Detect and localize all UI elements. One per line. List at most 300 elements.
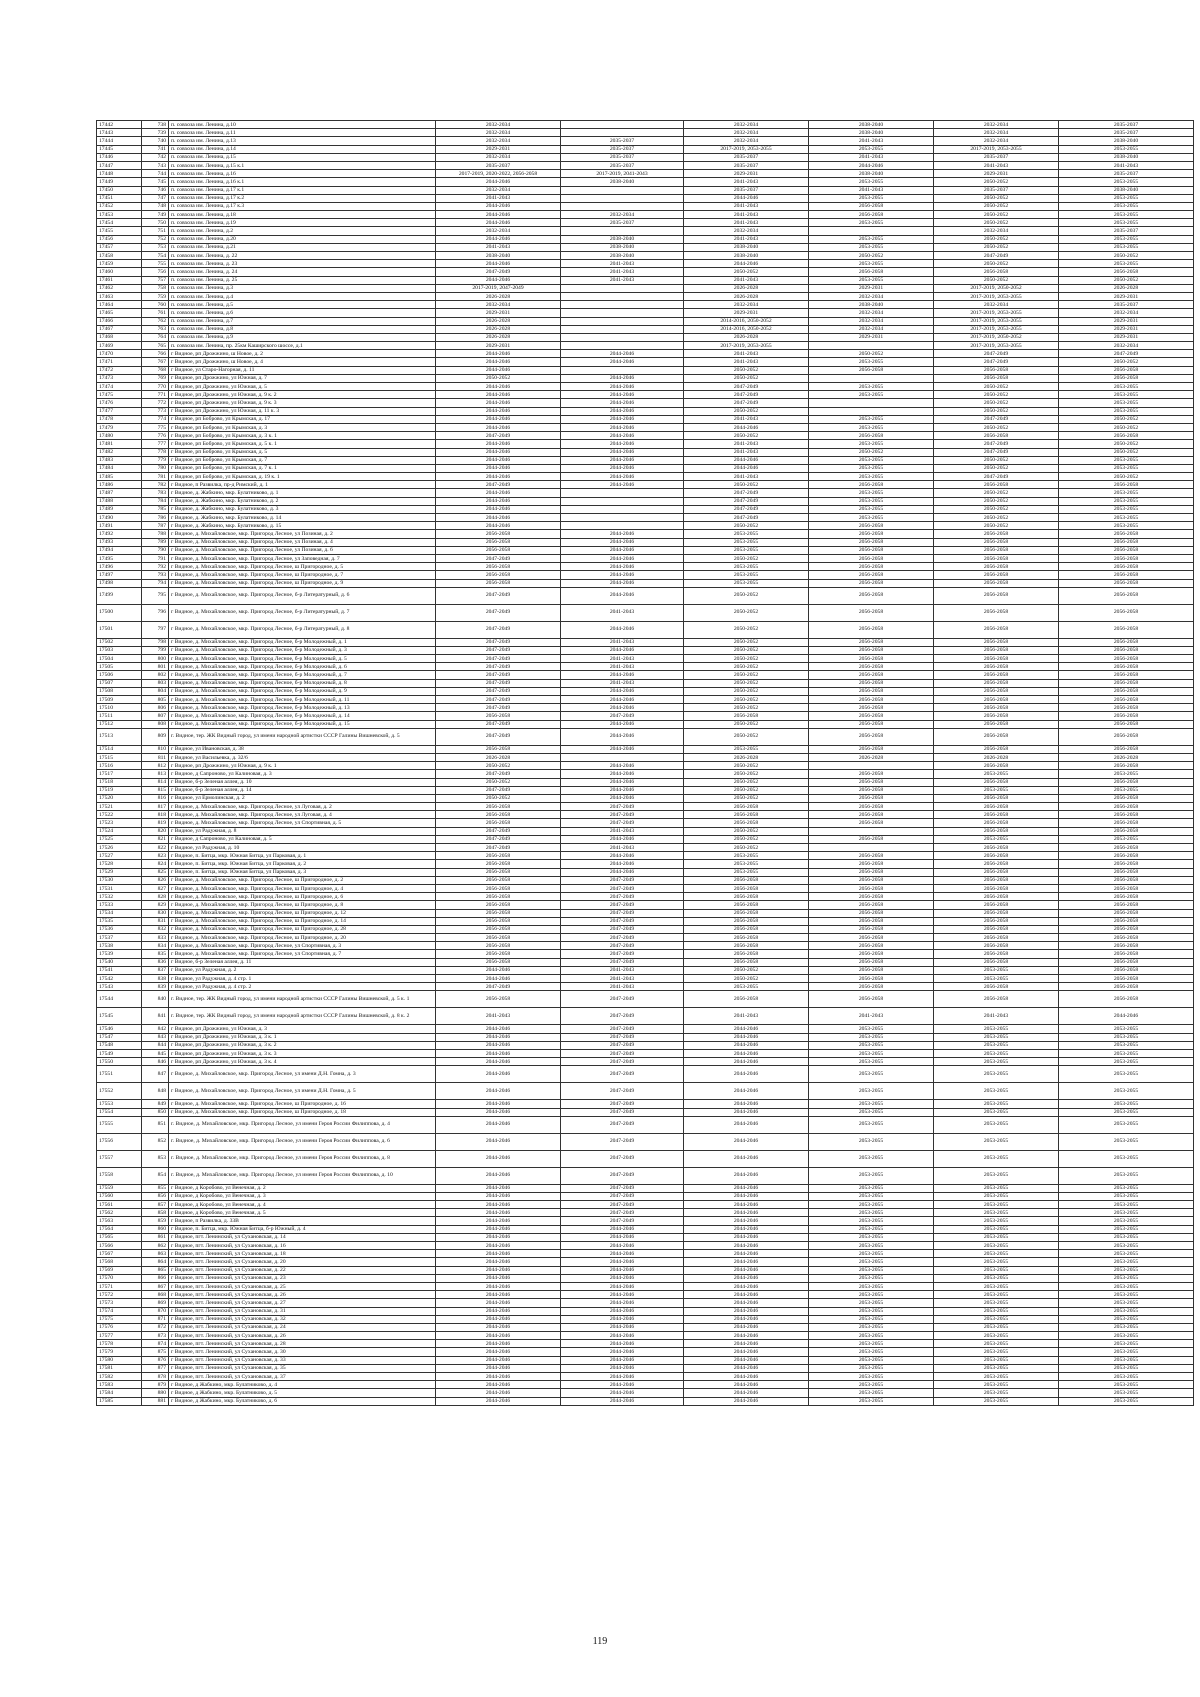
period-cell-5: 2035-2037 — [934, 153, 1059, 161]
row-number-cell: 779 — [142, 456, 169, 464]
table-row — [97, 917, 1194, 925]
period-cell-1: 2044-2046 — [436, 1381, 561, 1389]
row-id-cell: 17451 — [97, 194, 142, 202]
row-id-cell: 17489 — [97, 505, 142, 513]
period-cell-2: 2041-2043 — [561, 983, 684, 991]
row-id-cell: 17546 — [97, 1025, 142, 1033]
table-row — [97, 530, 1194, 538]
period-cell-3: 2050-2052 — [684, 638, 809, 646]
period-cell-5: 2050-2052 — [934, 211, 1059, 219]
table-row — [97, 1201, 1194, 1209]
row-number-cell: 868 — [142, 1291, 169, 1299]
period-cell-2: 2044-2046 — [561, 1364, 684, 1372]
period-cell-1: 2032-2034 — [436, 129, 561, 137]
table-row — [97, 366, 1194, 374]
period-cell-1: 2017-2019, 2047-2049 — [436, 284, 561, 292]
period-cell-1: 2044-2046 — [436, 1323, 561, 1331]
period-cell-3: 2050-2052 — [684, 663, 809, 671]
period-cell-1: 2029-2031 — [436, 145, 561, 153]
period-cell-4: 2056-2058 — [809, 579, 934, 587]
address-cell: п. совхоза им. Ленина, д.17 к.1 — [169, 186, 436, 194]
period-cell-4: 2038-2040 — [809, 129, 934, 137]
period-cell-2: 2041-2043 — [561, 679, 684, 687]
period-cell-1: 2044-2046 — [436, 464, 561, 472]
period-cell-1: 2041-2043 — [436, 1008, 561, 1025]
period-cell-5: 2056-2058 — [934, 925, 1059, 933]
row-id-cell: 17466 — [97, 317, 142, 325]
period-cell-4: 2041-2043 — [809, 186, 934, 194]
period-cell-1: 2056-2058 — [436, 571, 561, 579]
period-cell-6: 2053-2055 — [1059, 235, 1194, 243]
period-cell-1: 2044-2046 — [436, 1389, 561, 1397]
period-cell-3: 2050-2052 — [684, 778, 809, 786]
address-cell: г Видное, д. Михайловское, мкр. Пригород Лесное, ш Пригородное, д. 5 — [169, 563, 436, 571]
period-cell-4: 2053-2055 — [809, 1209, 934, 1217]
period-cell-6: 2056-2058 — [1059, 844, 1194, 852]
row-id-cell: 17504 — [97, 655, 142, 663]
table-row — [97, 1242, 1194, 1250]
period-cell-1: 2044-2046 — [436, 1233, 561, 1241]
period-cell-3: 2047-2049 — [684, 391, 809, 399]
period-cell-3: 2017-2019, 2053-2055 — [684, 342, 809, 350]
period-cell-4: 2056-2058 — [809, 942, 934, 950]
row-number-cell: 817 — [142, 803, 169, 811]
period-cell-4 — [809, 227, 934, 235]
period-cell-2: 2035-2037 — [561, 145, 684, 153]
table-row — [97, 884, 1194, 892]
period-cell-4: 2050-2052 — [809, 252, 934, 260]
period-cell-2: 2047-2049 — [561, 942, 684, 950]
period-cell-1: 2047-2049 — [436, 655, 561, 663]
row-id-cell: 17479 — [97, 423, 142, 431]
table-row — [97, 522, 1194, 530]
table-row — [97, 137, 1194, 145]
period-cell-5: 2056-2058 — [934, 860, 1059, 868]
address-cell: г Видное, д. Михайловское, мкр. Пригород Лесное, б-р Молодежный, д. 8 — [169, 679, 436, 687]
row-number-cell: 872 — [142, 1323, 169, 1331]
table-row — [97, 186, 1194, 194]
period-cell-2: 2044-2046 — [561, 538, 684, 546]
row-id-cell: 17541 — [97, 966, 142, 974]
period-cell-6: 2053-2055 — [1059, 1332, 1194, 1340]
period-cell-1: 2047-2049 — [436, 638, 561, 646]
row-number-cell: 843 — [142, 1033, 169, 1041]
table-row — [97, 161, 1194, 169]
period-cell-6: 2035-2037 — [1059, 129, 1194, 137]
address-cell: г Видное, п. Битца, мкр. Южная Битца, ул Парковая, д. 1 — [169, 852, 436, 860]
address-cell: п. совхоза им. Ленина, д.2 — [169, 227, 436, 235]
address-cell: г Видное, рп Боброво, ул Крымская, д. 7 — [169, 456, 436, 464]
period-cell-2: 2044-2046 — [561, 860, 684, 868]
row-number-cell: 802 — [142, 671, 169, 679]
period-cell-1: 2044-2046 — [436, 497, 561, 505]
row-id-cell: 17474 — [97, 383, 142, 391]
row-number-cell: 756 — [142, 268, 169, 276]
table-row — [97, 621, 1194, 638]
address-cell: г Видное, пгт. Ленинский, ул Сухановская, д. 37 — [169, 1373, 436, 1381]
period-cell-5: 2050-2052 — [934, 497, 1059, 505]
period-cell-3: 2044-2046 — [684, 456, 809, 464]
period-cell-4: 2056-2058 — [809, 530, 934, 538]
period-cell-3: 2050-2052 — [684, 704, 809, 712]
period-cell-4: 2056-2058 — [809, 893, 934, 901]
period-cell-1: 2056-2058 — [436, 991, 561, 1008]
period-cell-1: 2044-2046 — [436, 1373, 561, 1381]
period-cell-1: 2044-2046 — [436, 366, 561, 374]
period-cell-1: 2044-2046 — [436, 235, 561, 243]
table-row — [97, 901, 1194, 909]
period-cell-1: 2044-2046 — [436, 1058, 561, 1066]
period-cell-2: 2044-2046 — [561, 786, 684, 794]
period-cell-4: 2038-2040 — [809, 170, 934, 178]
period-cell-5: 2053-2055 — [934, 1066, 1059, 1083]
row-number-cell: 816 — [142, 794, 169, 802]
period-cell-1: 2044-2046 — [436, 1332, 561, 1340]
row-id-cell: 17482 — [97, 448, 142, 456]
period-cell-6: 2038-2040 — [1059, 153, 1194, 161]
period-cell-5: 2053-2055 — [934, 1225, 1059, 1233]
table-row — [97, 1332, 1194, 1340]
table-row — [97, 407, 1194, 415]
table-row — [97, 1299, 1194, 1307]
period-cell-1: 2056-2058 — [436, 852, 561, 860]
period-cell-4: 2053-2055 — [809, 1058, 934, 1066]
period-cell-3: 2050-2052 — [684, 671, 809, 679]
row-id-cell: 17454 — [97, 219, 142, 227]
table-row — [97, 958, 1194, 966]
period-cell-1: 2044-2046 — [436, 456, 561, 464]
row-id-cell: 17536 — [97, 925, 142, 933]
period-cell-6: 2053-2055 — [1059, 786, 1194, 794]
address-cell: г Видное, ул Васильевка, д. 32/6 — [169, 753, 436, 761]
row-number-cell: 799 — [142, 646, 169, 654]
period-cell-3: 2029-2031 — [684, 170, 809, 178]
period-cell-6: 2056-2058 — [1059, 374, 1194, 382]
row-id-cell: 17571 — [97, 1282, 142, 1290]
period-cell-1: 2056-2058 — [436, 950, 561, 958]
address-cell: г Видное, д. Жабкино, мкр. Булатниково, д. 1 — [169, 489, 436, 497]
period-cell-3: 2041-2043 — [684, 350, 809, 358]
period-cell-4: 2056-2058 — [809, 211, 934, 219]
period-cell-5: 2053-2055 — [934, 1133, 1059, 1150]
address-cell: г Видное, д. Михайловское, мкр. Пригород Лесное, ш Пригородное, д. 8 — [169, 901, 436, 909]
row-id-cell: 17472 — [97, 366, 142, 374]
period-cell-1: 2044-2046 — [436, 1192, 561, 1200]
table-row — [97, 342, 1194, 350]
period-cell-2: 2044-2046 — [561, 728, 684, 745]
row-number-cell: 812 — [142, 762, 169, 770]
period-cell-5: 2056-2058 — [934, 778, 1059, 786]
address-cell: г Видное, пгт. Ленинский, ул Сухановская, д. 30 — [169, 1348, 436, 1356]
row-number-cell: 829 — [142, 901, 169, 909]
table-row — [97, 153, 1194, 161]
table-row — [97, 991, 1194, 1008]
period-cell-6: 2053-2055 — [1059, 1049, 1194, 1057]
period-cell-3: 2044-2046 — [684, 1209, 809, 1217]
period-cell-6: 2056-2058 — [1059, 819, 1194, 827]
period-cell-5: 2032-2034 — [934, 301, 1059, 309]
period-cell-6: 2053-2055 — [1059, 1209, 1194, 1217]
period-cell-6: 2044-2046 — [1059, 1008, 1194, 1025]
period-cell-5: 2053-2055 — [934, 1100, 1059, 1108]
period-cell-6: 2056-2058 — [1059, 655, 1194, 663]
period-cell-4: 2053-2055 — [809, 1233, 934, 1241]
period-cell-5: 2056-2058 — [934, 917, 1059, 925]
row-id-cell: 17573 — [97, 1299, 142, 1307]
row-number-cell: 814 — [142, 778, 169, 786]
period-cell-3: 2044-2046 — [684, 1315, 809, 1323]
period-cell-3: 2044-2046 — [684, 1116, 809, 1133]
period-cell-1: 2044-2046 — [436, 1184, 561, 1192]
period-cell-4: 2056-2058 — [809, 811, 934, 819]
row-id-cell: 17532 — [97, 893, 142, 901]
period-cell-3: 2041-2043 — [684, 473, 809, 481]
period-cell-5: 2053-2055 — [934, 1389, 1059, 1397]
period-cell-5: 2056-2058 — [934, 811, 1059, 819]
row-number-cell: 741 — [142, 145, 169, 153]
table-row — [97, 909, 1194, 917]
period-cell-2 — [561, 284, 684, 292]
address-cell: г Видное, б-р Зеленая аллея, д. 14 — [169, 786, 436, 794]
period-cell-6: 2053-2055 — [1059, 1364, 1194, 1372]
period-cell-1: 2056-2058 — [436, 811, 561, 819]
address-cell: г Видное, рп Боброво, ул Крымская, д. 19 к. 1 — [169, 473, 436, 481]
period-cell-3: 2041-2043 — [684, 448, 809, 456]
period-cell-5: 2053-2055 — [934, 1323, 1059, 1331]
row-id-cell: 17542 — [97, 975, 142, 983]
period-cell-1: 2056-2058 — [436, 819, 561, 827]
period-cell-5: 2053-2055 — [934, 1192, 1059, 1200]
row-number-cell: 806 — [142, 704, 169, 712]
period-cell-5: 2050-2052 — [934, 383, 1059, 391]
period-cell-6: 2056-2058 — [1059, 621, 1194, 638]
table-row — [97, 292, 1194, 300]
period-cell-5: 2050-2052 — [934, 391, 1059, 399]
period-cell-5: 2056-2058 — [934, 563, 1059, 571]
row-number-cell: 841 — [142, 1008, 169, 1025]
period-cell-1: 2044-2046 — [436, 1299, 561, 1307]
period-cell-5: 2056-2058 — [934, 762, 1059, 770]
row-number-cell: 748 — [142, 202, 169, 210]
address-cell: г Видное, пгт. Ленинский, ул Сухановская, д. 16 — [169, 1242, 436, 1250]
row-number-cell: 765 — [142, 342, 169, 350]
period-cell-6: 2056-2058 — [1059, 366, 1194, 374]
period-cell-3: 2044-2046 — [684, 1340, 809, 1348]
table-row — [97, 268, 1194, 276]
row-number-cell: 849 — [142, 1100, 169, 1108]
address-cell: п. совхоза им. Ленина, д. 24 — [169, 268, 436, 276]
period-cell-2: 2044-2046 — [561, 481, 684, 489]
table-row — [97, 655, 1194, 663]
period-cell-6: 2053-2055 — [1059, 1397, 1194, 1405]
period-cell-2 — [561, 129, 684, 137]
period-cell-5: 2056-2058 — [934, 481, 1059, 489]
row-id-cell: 17530 — [97, 876, 142, 884]
period-cell-4: 2056-2058 — [809, 925, 934, 933]
period-cell-3: 2044-2046 — [684, 1233, 809, 1241]
table-row — [97, 745, 1194, 753]
table-row — [97, 235, 1194, 243]
period-cell-2 — [561, 202, 684, 210]
row-id-cell: 17585 — [97, 1397, 142, 1405]
period-cell-6: 2056-2058 — [1059, 563, 1194, 571]
table-row — [97, 145, 1194, 153]
period-cell-3: 2044-2046 — [684, 1356, 809, 1364]
period-cell-1: 2044-2046 — [436, 505, 561, 513]
row-id-cell: 17574 — [97, 1307, 142, 1315]
period-cell-6: 2035-2037 — [1059, 227, 1194, 235]
table-row — [97, 868, 1194, 876]
address-cell: п. совхоза им. Ленина, д.20 — [169, 235, 436, 243]
period-cell-6: 2053-2055 — [1059, 383, 1194, 391]
row-id-cell: 17563 — [97, 1217, 142, 1225]
period-cell-2: 2044-2046 — [561, 587, 684, 604]
period-cell-6: 2053-2055 — [1059, 1201, 1194, 1209]
address-cell: г Видное, пгт. Ленинский, ул Сухановская, д. 25 — [169, 1282, 436, 1290]
period-cell-2: 2041-2043 — [561, 844, 684, 852]
table-row — [97, 1323, 1194, 1331]
table-row — [97, 514, 1194, 522]
period-cell-2: 2044-2046 — [561, 579, 684, 587]
address-cell: п. совхоза им. Ленина, д.16 к.1 — [169, 178, 436, 186]
period-cell-4: 2041-2043 — [809, 137, 934, 145]
address-cell: г Видное, рп Боброво, ул Крымская, д. 5 к. 1 — [169, 440, 436, 448]
period-cell-1: 2044-2046 — [436, 358, 561, 366]
period-cell-4: 2053-2055 — [809, 1217, 934, 1225]
row-id-cell: 17496 — [97, 563, 142, 571]
address-cell: г Видное, рп Боброво, ул Крымская, д. 3 — [169, 423, 436, 431]
period-cell-5: 2047-2049 — [934, 350, 1059, 358]
table-row — [97, 301, 1194, 309]
row-id-cell: 17443 — [97, 129, 142, 137]
row-number-cell: 747 — [142, 194, 169, 202]
row-id-cell: 17551 — [97, 1066, 142, 1083]
address-cell: г Видное, рп Дрожжино, ул Южная, д. 11 к. 3 — [169, 407, 436, 415]
period-cell-2: 2044-2046 — [561, 554, 684, 562]
address-cell: п. совхоза им. Ленина, д.10 — [169, 121, 436, 129]
period-cell-1: 2047-2049 — [436, 604, 561, 621]
row-number-cell: 867 — [142, 1282, 169, 1290]
period-cell-1: 2044-2046 — [436, 1083, 561, 1100]
address-cell: г Видное, ул Радужная, д. 4 стр. 1 — [169, 975, 436, 983]
period-cell-5: 2053-2055 — [934, 1274, 1059, 1282]
period-cell-2: 2044-2046 — [561, 1242, 684, 1250]
row-id-cell: 17569 — [97, 1266, 142, 1274]
row-number-cell: 807 — [142, 712, 169, 720]
row-number-cell: 794 — [142, 579, 169, 587]
row-number-cell: 780 — [142, 464, 169, 472]
address-cell: п. совхоза им. Ленина, д.15 — [169, 153, 436, 161]
period-cell-4: 2053-2055 — [809, 1307, 934, 1315]
table-row — [97, 440, 1194, 448]
row-id-cell: 17543 — [97, 983, 142, 991]
period-cell-2 — [561, 489, 684, 497]
address-cell: г. Видное, д. Михайловское, мкр. Пригород Лесное, ул имени Героя России Филиппова, д. 10 — [169, 1167, 436, 1184]
row-number-cell: 836 — [142, 958, 169, 966]
period-cell-5: 2056-2058 — [934, 579, 1059, 587]
period-cell-3: 2044-2046 — [684, 1291, 809, 1299]
address-cell: г Видное, д. Михайловское, мкр. Пригород Лесное, ш Пригородное, д. 7 — [169, 571, 436, 579]
row-number-cell: 858 — [142, 1209, 169, 1217]
period-cell-2: 2038-2040 — [561, 252, 684, 260]
period-cell-4: 2032-2034 — [809, 309, 934, 317]
row-id-cell: 17515 — [97, 753, 142, 761]
period-cell-1: 2026-2028 — [436, 292, 561, 300]
period-cell-1: 2050-2052 — [436, 762, 561, 770]
period-cell-2: 2035-2037 — [561, 161, 684, 169]
row-number-cell: 771 — [142, 391, 169, 399]
period-cell-5: 2056-2058 — [934, 942, 1059, 950]
address-cell: г Видное, рп Дрожжино, ул Южная, д. 3 к. 1 — [169, 1033, 436, 1041]
period-cell-6: 2053-2055 — [1059, 1025, 1194, 1033]
period-cell-5: 2032-2034 — [934, 137, 1059, 145]
row-id-cell: 17539 — [97, 950, 142, 958]
period-cell-4: 2053-2055 — [809, 1282, 934, 1290]
period-cell-5: 2053-2055 — [934, 1217, 1059, 1225]
period-cell-5: 2026-2028 — [934, 753, 1059, 761]
period-cell-3: 2050-2052 — [684, 762, 809, 770]
period-cell-2 — [561, 292, 684, 300]
period-cell-1: 2044-2046 — [436, 1066, 561, 1083]
period-cell-5: 2041-2043 — [934, 1008, 1059, 1025]
period-cell-3: 2044-2046 — [684, 1133, 809, 1150]
period-cell-6: 2056-2058 — [1059, 571, 1194, 579]
period-cell-6: 2053-2055 — [1059, 1274, 1194, 1282]
row-id-cell: 17566 — [97, 1242, 142, 1250]
period-cell-3: 2053-2055 — [684, 745, 809, 753]
row-number-cell: 835 — [142, 950, 169, 958]
period-cell-1: 2044-2046 — [436, 1033, 561, 1041]
period-cell-2 — [561, 325, 684, 333]
period-cell-6: 2053-2055 — [1059, 1083, 1194, 1100]
row-id-cell: 17447 — [97, 161, 142, 169]
address-cell: г Видное, д. Михайловское, мкр. Пригород Лесное, ш Пригородное, д. 4 — [169, 884, 436, 892]
period-cell-3: 2053-2055 — [684, 546, 809, 554]
period-cell-4: 2053-2055 — [809, 1315, 934, 1323]
period-cell-4: 2053-2055 — [809, 1184, 934, 1192]
period-cell-6: 2053-2055 — [1059, 1233, 1194, 1241]
address-cell: г Видное, д. Михайловское, мкр. Пригород Лесное, б-р Молодежный, д. 15 — [169, 720, 436, 728]
row-id-cell: 17512 — [97, 720, 142, 728]
period-cell-3: 2056-2058 — [684, 884, 809, 892]
row-id-cell: 17497 — [97, 571, 142, 579]
table-row — [97, 1250, 1194, 1258]
period-cell-6: 2053-2055 — [1059, 243, 1194, 251]
address-cell: г Видное, д. Жабкино, мкр. Булатниково, д. 2 — [169, 497, 436, 505]
period-cell-2: 2047-2049 — [561, 811, 684, 819]
period-cell-6: 2053-2055 — [1059, 1299, 1194, 1307]
period-cell-2: 2047-2049 — [561, 1041, 684, 1049]
period-cell-5: 2047-2049 — [934, 358, 1059, 366]
period-cell-2: 2047-2049 — [561, 876, 684, 884]
period-cell-6: 2050-2052 — [1059, 358, 1194, 366]
address-cell: г Видное, д. Михайловское, мкр. Пригород Лесное, б-р Литературный, д. 6 — [169, 587, 436, 604]
period-cell-5: 2050-2052 — [934, 423, 1059, 431]
period-cell-5: 2017-2019, 2053-2055 — [934, 309, 1059, 317]
address-cell: г Видное, рп Боброво, ул Крымская, д. 3 к. 1 — [169, 432, 436, 440]
period-cell-5: 2050-2052 — [934, 464, 1059, 472]
period-cell-6: 2053-2055 — [1059, 1100, 1194, 1108]
table-row — [97, 1356, 1194, 1364]
period-cell-4: 2056-2058 — [809, 860, 934, 868]
period-cell-3: 2050-2052 — [684, 728, 809, 745]
row-id-cell: 17486 — [97, 481, 142, 489]
table-row — [97, 827, 1194, 835]
period-cell-1: 2044-2046 — [436, 448, 561, 456]
period-cell-6: 2053-2055 — [1059, 1323, 1194, 1331]
period-cell-4: 2056-2058 — [809, 432, 934, 440]
period-cell-6: 2050-2052 — [1059, 276, 1194, 284]
